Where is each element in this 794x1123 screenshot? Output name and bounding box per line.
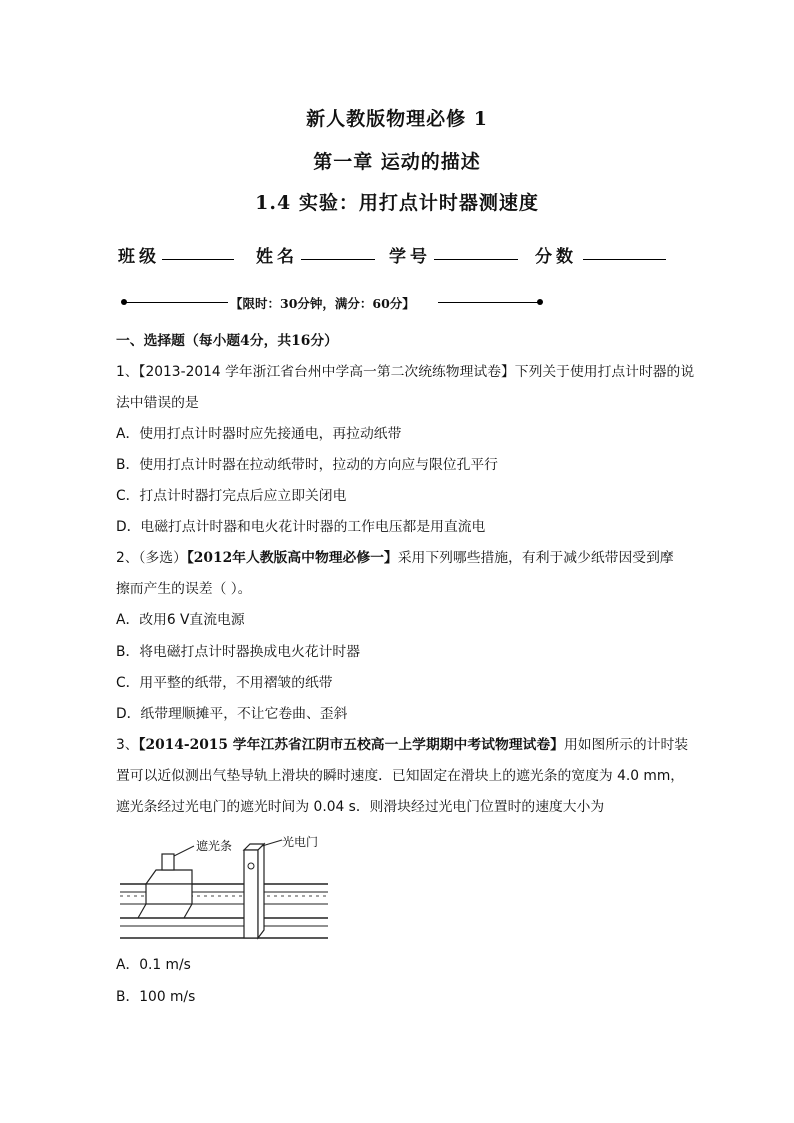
question-text: 下列关于使用打点计时器的说 [514, 364, 695, 380]
question-source: 【2013-2014 学年浙江省台州中学高一第二次统练物理试卷】 [138, 364, 515, 380]
question-3-stem-cont: 置可以近似测出气垫导轨上滑块的瞬时速度．已知固定在滑块上的遮光条的宽度为 4.0 mm， [116, 768, 685, 784]
question-1-stem [116, 361, 694, 383]
question-3-stem [116, 734, 688, 756]
chapter-title: 第一章 运动的描述 [313, 151, 481, 173]
q1-option-c[interactable]: C．打点计时器打完点后应立即关闭电 [116, 488, 347, 504]
time-limit-bar [118, 293, 546, 313]
q3-option-b[interactable]: B．100 m/s [116, 989, 196, 1005]
question-3-stem-cont2: 遮光条经过光电门的遮光时间为 0.04 s．则滑块经过光电门位置时的速度大小为 [116, 799, 605, 815]
air-track-figure [116, 830, 332, 942]
question-source: 【2014-2015 学年江苏省江阴市五校高一上学期期中考试物理试卷】 [138, 737, 564, 753]
document-title: 新人教版物理必修 1 [306, 108, 488, 130]
q3-option-a[interactable]: A．0.1 m/s [116, 957, 191, 973]
q1-option-d[interactable]: D．电磁打点计时器和电火花计时器的工作电压都是用直流电 [116, 519, 486, 535]
photogate-label: 光电门 [282, 835, 319, 849]
question-number: 3、 [116, 737, 139, 753]
student-number-label: 学号 [389, 247, 431, 267]
section-heading: 一、选择题（每小题4分，共16分） [116, 333, 338, 349]
q2-option-a[interactable]: A．改用6 V直流电源 [116, 612, 245, 628]
question-text: 用如图所示的计时装 [563, 737, 689, 753]
time-limit-text: 【限时：30分钟，满分：60分】 [230, 296, 415, 311]
name-label: 姓名 [256, 247, 298, 267]
question-1-stem-cont: 法中错误的是 [116, 395, 199, 411]
name-blank[interactable] [301, 259, 375, 260]
q2-option-d[interactable]: D．纸带理顺摊平，不让它卷曲、歪斜 [116, 706, 348, 722]
q2-option-c[interactable]: C．用平整的纸带，不用褶皱的纸带 [116, 675, 333, 691]
bullet-dot [537, 299, 543, 305]
air-track-diagram [116, 830, 332, 942]
question-number: 2、（多选） [116, 550, 187, 566]
class-blank[interactable] [162, 259, 234, 260]
q1-option-b[interactable]: B．使用打点计时器在拉动纸带时，拉动的方向应与限位孔平行 [116, 457, 498, 473]
score-label: 分数 [535, 247, 577, 267]
student-number-blank[interactable] [434, 259, 518, 260]
q1-option-a[interactable]: A．使用打点计时器时应先接通电，再拉动纸带 [116, 426, 402, 442]
question-number: 1、 [116, 364, 139, 380]
shade-strip-label: 遮光条 [196, 839, 233, 853]
question-2-stem [116, 547, 674, 569]
question-text: 采用下列哪些措施，有利于减少纸带因受到摩 [397, 550, 674, 566]
section-title: 1.4 实验：用打点计时器测速度 [255, 192, 539, 214]
question-2-stem-cont: 擦而产生的误差（ ）。 [116, 581, 252, 597]
q2-option-b[interactable]: B．将电磁打点计时器换成电火花计时器 [116, 644, 361, 660]
divider-line [438, 302, 540, 303]
score-blank[interactable] [583, 259, 666, 260]
divider-line [124, 302, 228, 303]
question-source: 【2012年人教版高中物理必修一】 [186, 550, 398, 566]
student-info-row [118, 242, 678, 268]
class-label: 班级 [118, 247, 160, 267]
